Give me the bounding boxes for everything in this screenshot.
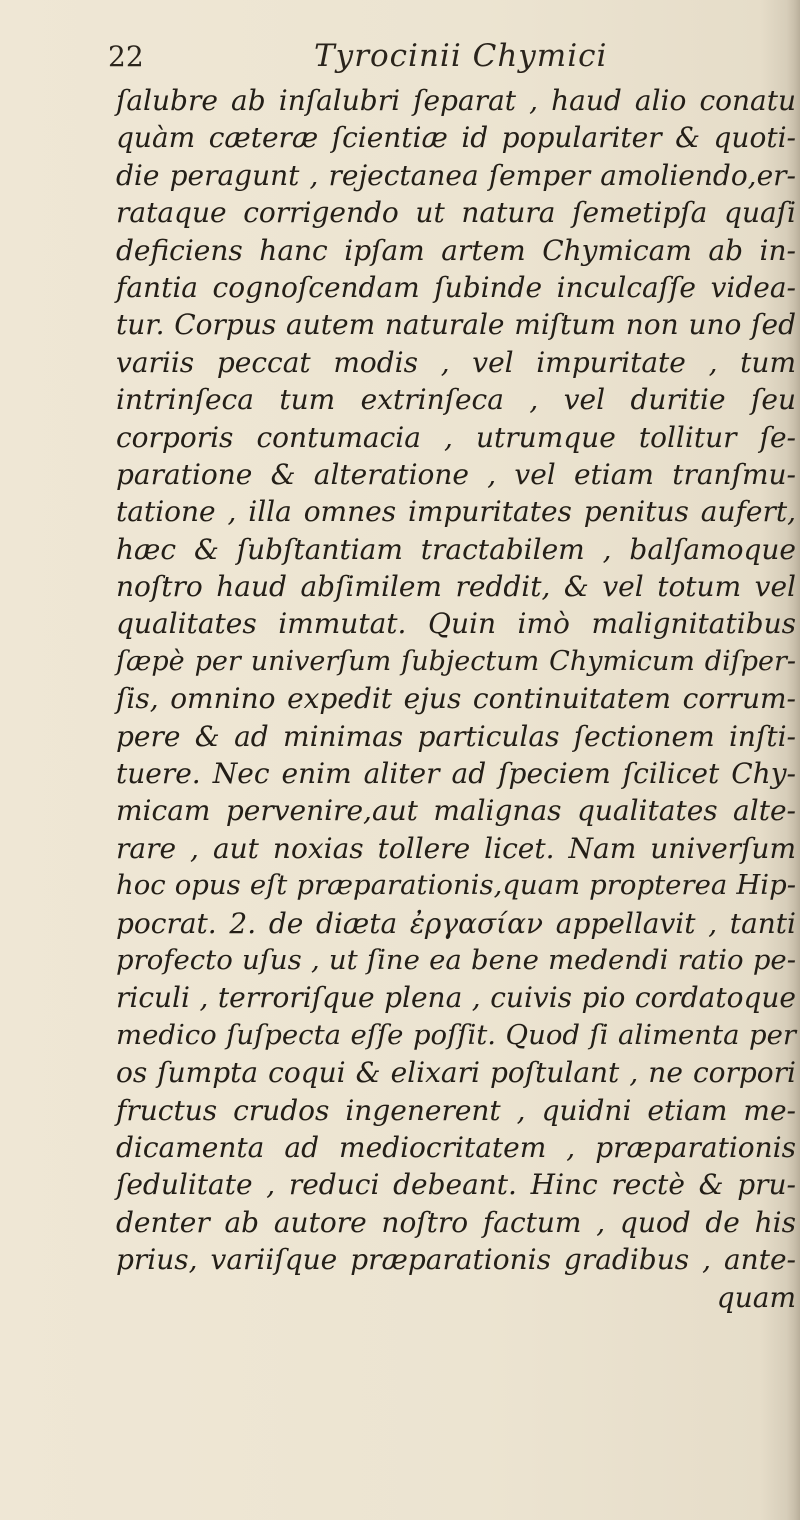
text-line: ſedulitate , reduci debeant. Hinc rectè & pru- <box>116 1168 796 1202</box>
text-line: ſalubre ab inſalubri ſeparat , haud alio conatu <box>116 84 796 117</box>
text-line: variis peccat modis , vel impuritate , tum <box>116 345 796 379</box>
text-line: denter ab autore noſtro factum , quod de his <box>116 1205 796 1239</box>
text-line: intrinſeca tum extrinſeca , vel duritie ſeu <box>116 383 796 417</box>
text-line: qualitates immutat. Quin imò malignitatibus <box>116 607 796 641</box>
text-line: rataque corrigendo ut natura ſemetipſa quaſi <box>116 196 796 230</box>
text-line: deficiens hanc ipſam artem Chymicam ab in- <box>116 233 796 267</box>
text-line: hoc opus eſt præparationis,quam propterea Hip- <box>116 869 796 902</box>
text-line: pocrat. 2. de diæta ἐργασίαν appellavit , tanti <box>116 906 796 940</box>
text-line: rare , aut noxias tollere licet. Nam univerſum <box>116 831 796 865</box>
text-line: tuere. Nec enim aliter ad ſpeciem ſcilicet Chy- <box>116 757 796 791</box>
text-line: profecto uſus , ut ſine ea bene medendi ratio pe- <box>116 943 796 976</box>
text-line: dicamenta ad mediocritatem , præparationis <box>116 1130 796 1164</box>
catchword: quam <box>716 1280 796 1314</box>
text-line: micam pervenire,aut malignas qualitates alte- <box>116 794 796 828</box>
text-line: pere & ad minimas particulas ſectionem inſti- <box>116 719 796 753</box>
text-line: medico ſuſpecta eſſe poſſit. Quod ſi alimenta per <box>116 1018 796 1051</box>
text-line: die peragunt , rejectanea ſemper amoliendo,er- <box>116 158 796 192</box>
text-line: ſæpè per univerſum ſubjectum Chymicum diſper- <box>116 645 796 677</box>
body-text <box>116 82 796 1316</box>
text-line: riculi , terroriſque plena , cuivis pio cordatoque <box>116 981 796 1015</box>
text-line: os ſumpta coqui & elixari poſtulant , ne corpori <box>116 1056 796 1090</box>
page-number: 22 <box>108 40 144 73</box>
text-line: ſis, omnino expedit ejus continuitatem corrum- <box>116 682 796 716</box>
text-line: tur. Corpus autem naturale miſtum non uno ſed <box>116 308 796 342</box>
page-header <box>108 38 748 82</box>
text-line: fructus crudos ingenerent , quidni etiam me- <box>116 1093 796 1127</box>
text-line: paratione & alteratione , vel etiam tranſmu- <box>116 457 796 491</box>
text-line: fantia cognoſcendam ſubinde inculcaſſe videa- <box>116 270 796 304</box>
text-line: corporis contumacia , utrumque tollitur ſe- <box>116 420 796 454</box>
text-line: prius, variiſque præparationis gradibus , ante- <box>116 1243 796 1277</box>
text-line: tatione , illa omnes impuritates penitus aufert, <box>116 495 796 529</box>
running-title: Tyrocinii Chymici <box>314 38 608 74</box>
text-line: quàm cæteræ ſcientiæ id populariter & quoti- <box>116 121 796 155</box>
text-line: hæc & ſubſtantiam tractabilem , balſamoque <box>116 532 796 566</box>
text-line: noſtro haud abſimilem reddit, & vel totum vel <box>116 570 796 604</box>
